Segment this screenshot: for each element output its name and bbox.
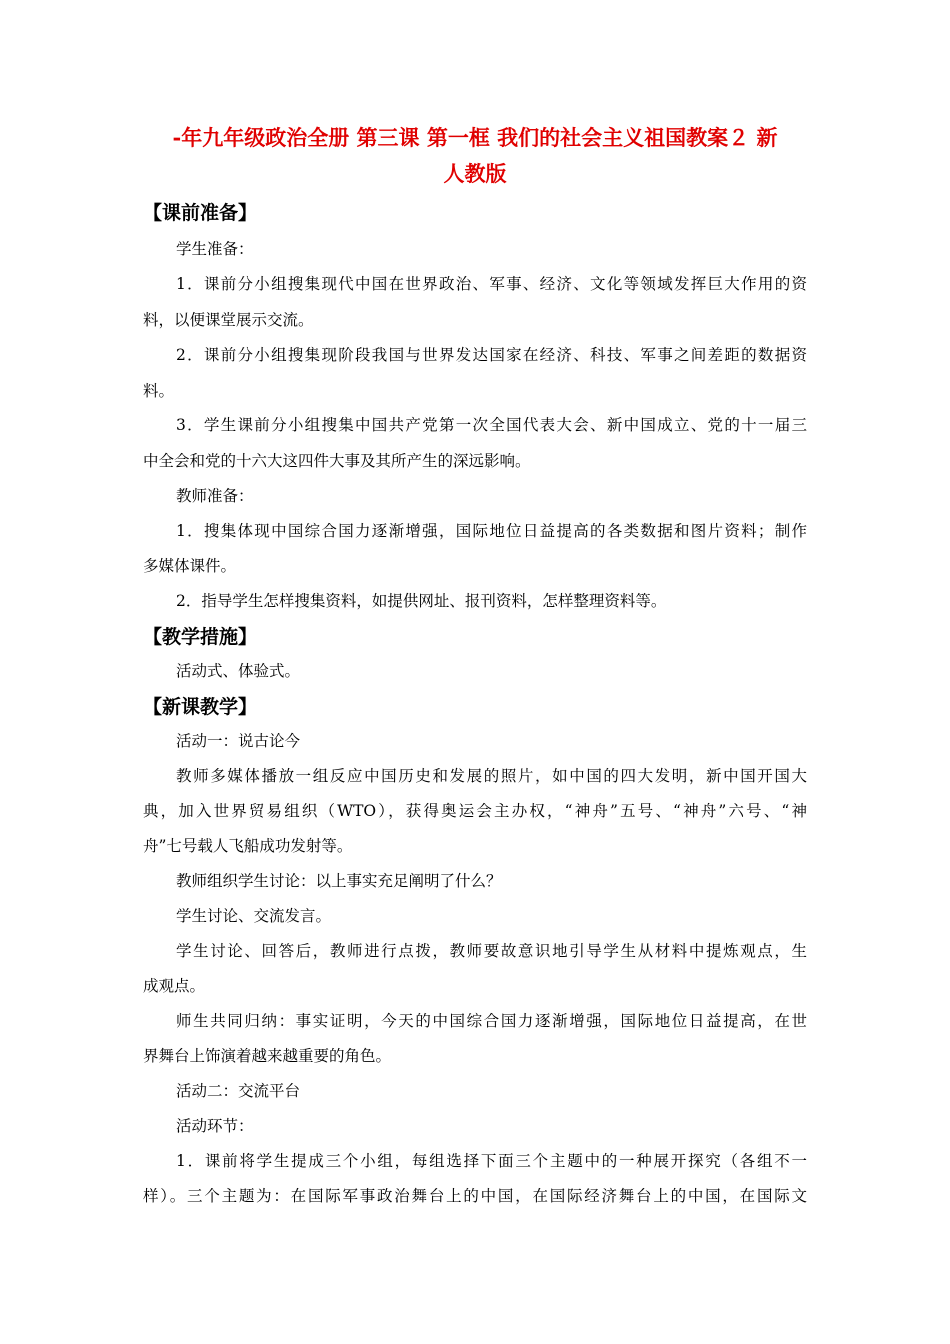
activity1-para1-line2: 典，加入世界贸易组织（WTO），获得奥运会主办权，“神舟”五号、“神舟”六号、“神 [143,802,807,820]
student-prep-label: 学生准备： [176,240,254,258]
heading-teaching: 【新课教学】 [143,696,258,718]
activity2-step1-line1: 1．课前将学生提成三个小组，每组选择下面三个主题中的一种展开探究（各组不一 [176,1152,807,1170]
document-title-line1: -年九年级政治全册 第三课 第一框 我们的社会主义祖国教案２ 新 [172,125,778,150]
activity1-para4-line2: 成观点。 [143,977,206,995]
teacher-prep-item1-line2: 多媒体课件。 [143,557,237,575]
teacher-prep-item2: 2．指导学生怎样搜集资料，如提供网址、报刊资料，怎样整理资料等。 [176,592,667,610]
activity1-para1-line1: 教师多媒体播放一组反应中国历史和发展的照片，如中国的四大发明，新中国开国大 [176,767,807,785]
activity1-para5-line1: 师生共同归纳：事实证明，今天的中国综合国力逐渐增强，国际地位日益提高，在世 [176,1012,807,1030]
document-title-line2: 人教版 [443,161,507,186]
heading-measures: 【教学措施】 [143,626,258,648]
student-prep-item1-line2: 料，以便课堂展示交流。 [143,311,314,329]
activity1-para5-line2: 界舞台上饰演着越来越重要的角色。 [143,1047,392,1065]
student-prep-item2-line2: 料。 [143,382,175,400]
measures-text: 活动式、体验式。 [176,662,301,680]
student-prep-item2-line1: 2．课前分小组搜集现阶段我国与世界发达国家在经济、科技、军事之间差距的数据资 [176,346,807,364]
heading-prep: 【课前准备】 [143,202,258,224]
teacher-prep-label: 教师准备： [176,487,254,505]
activity2-title: 活动二：交流平台 [176,1082,301,1100]
teacher-prep-item1-line1: 1．搜集体现中国综合国力逐渐增强，国际地位日益提高的各类数据和图片资料；制作 [176,522,807,540]
activity2-steps-label: 活动环节： [176,1117,254,1135]
student-prep-item3-line2: 中全会和党的十六大这四件大事及其所产生的深远影响。 [143,452,531,470]
activity1-para4-line1: 学生讨论、回答后，教师进行点拨，教师要故意识地引导学生从材料中提炼观点，生 [176,942,807,960]
activity1-title: 活动一：说古论今 [176,732,301,750]
activity1-para1-line3: 舟”七号载人飞船成功发射等。 [143,837,353,855]
student-prep-item3-line1: 3．学生课前分小组搜集中国共产党第一次全国代表大会、新中国成立、党的十一届三 [176,416,807,434]
activity2-step1-line2: 样）。三个主题为：在国际军事政治舞台上的中国，在国际经济舞台上的中国，在国际文 [143,1187,807,1205]
activity1-para2: 教师组织学生讨论：以上事实充足阐明了什么？ [176,872,502,890]
student-prep-item1-line1: 1．课前分小组搜集现代中国在世界政治、军事、经济、文化等领域发挥巨大作用的资 [176,275,807,293]
activity1-para3: 学生讨论、交流发言。 [176,907,332,925]
